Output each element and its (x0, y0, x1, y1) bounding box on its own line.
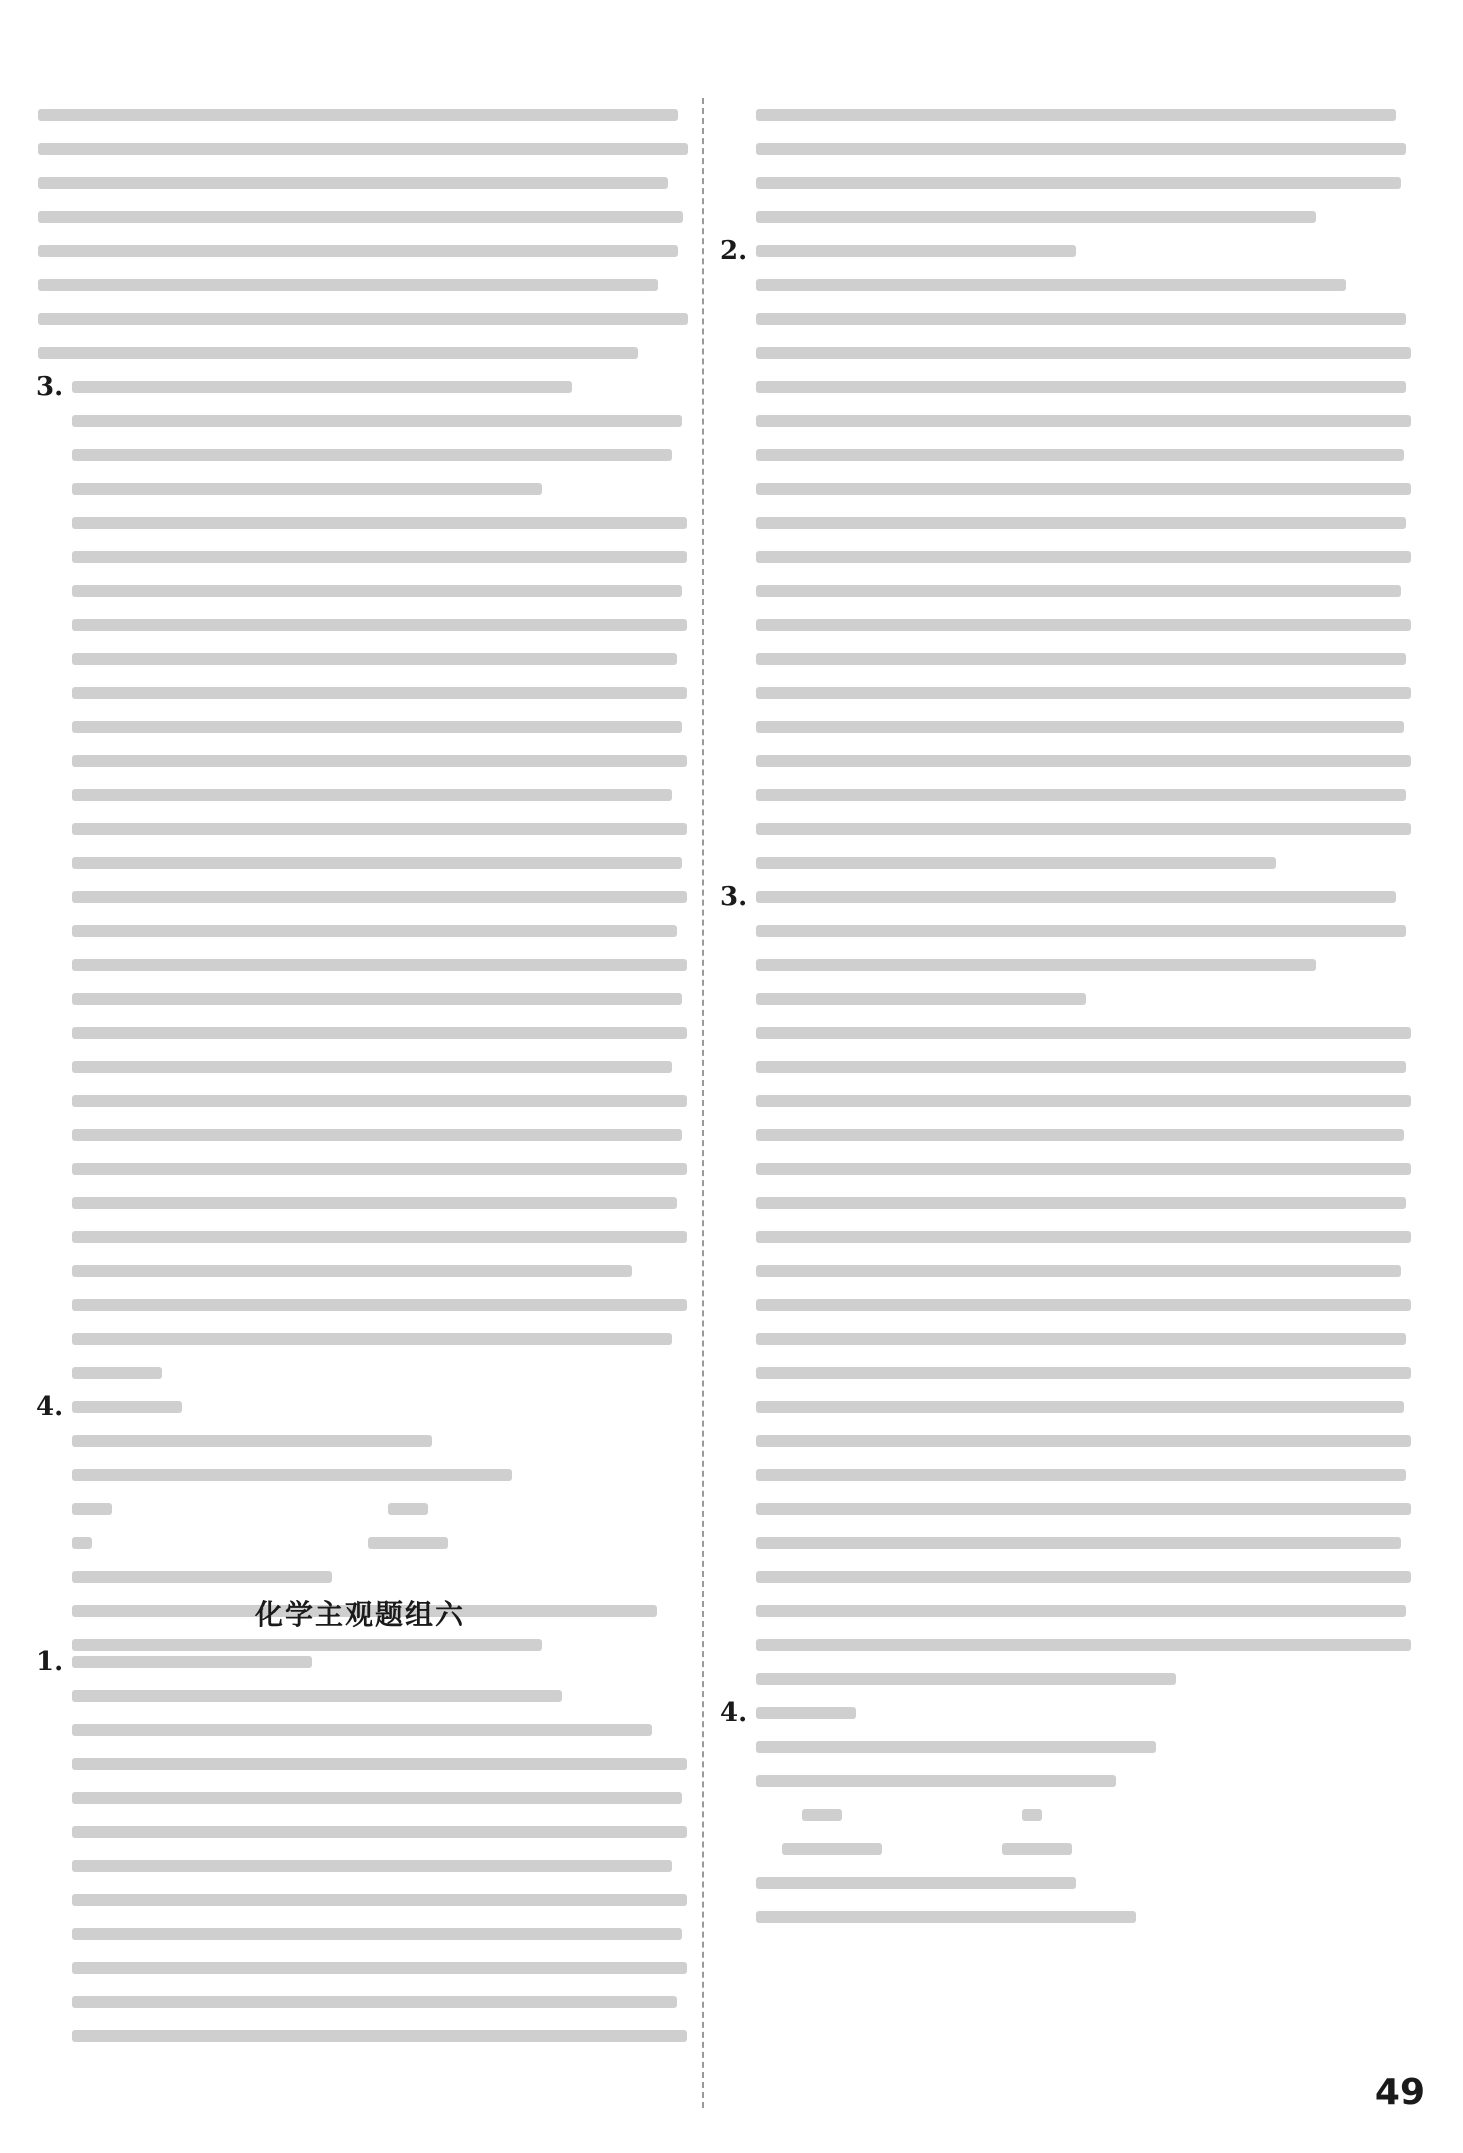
text-line (38, 336, 698, 370)
text-line (722, 336, 1428, 370)
text-line (38, 268, 698, 302)
item-number: 2. (720, 236, 748, 266)
text-line (722, 982, 1428, 1016)
text-line (38, 540, 698, 574)
text-line (722, 1288, 1428, 1322)
text-line (38, 1050, 698, 1084)
text-line (722, 1492, 1428, 1526)
text-line (722, 1696, 1428, 1730)
text-line (722, 1118, 1428, 1152)
text-line (722, 812, 1428, 846)
text-line (38, 166, 698, 200)
text-line (38, 1220, 698, 1254)
text-line (38, 132, 698, 166)
text-line (38, 778, 698, 812)
section-heading: 化学主观题组六 (255, 1598, 466, 1631)
left-column-lower (38, 1645, 698, 2053)
text-line (38, 1679, 698, 1713)
text-line (38, 1254, 698, 1288)
text-line (722, 506, 1428, 540)
text-line (722, 846, 1428, 880)
text-line (722, 438, 1428, 472)
page-number: 49 (1374, 2072, 1425, 2113)
text-line (38, 1390, 698, 1424)
item-number: 3. (720, 882, 748, 912)
text-line (722, 1322, 1428, 1356)
text-line (38, 2019, 698, 2053)
text-line (722, 778, 1428, 812)
text-line (38, 1424, 698, 1458)
text-line (722, 1832, 1428, 1866)
text-line (38, 1152, 698, 1186)
text-line (722, 234, 1428, 268)
item-number: 1. (36, 1647, 64, 1677)
text-line (722, 1764, 1428, 1798)
text-line (38, 1322, 698, 1356)
text-line (38, 1458, 698, 1492)
text-line (722, 302, 1428, 336)
text-line (38, 880, 698, 914)
text-line (38, 914, 698, 948)
text-line (722, 1866, 1428, 1900)
text-line (38, 812, 698, 846)
text-line (722, 268, 1428, 302)
text-line (38, 1356, 698, 1390)
text-line (722, 1016, 1428, 1050)
text-line (722, 1356, 1428, 1390)
text-line (38, 1560, 698, 1594)
text-line (722, 948, 1428, 982)
text-line (38, 1084, 698, 1118)
text-line (38, 710, 698, 744)
text-line (722, 1220, 1428, 1254)
text-line (722, 1050, 1428, 1084)
text-line (722, 166, 1428, 200)
text-line (722, 744, 1428, 778)
text-line (38, 948, 698, 982)
text-line (38, 234, 698, 268)
text-line (38, 370, 698, 404)
text-line (38, 1118, 698, 1152)
text-line (722, 880, 1428, 914)
text-line (38, 744, 698, 778)
text-line (722, 1526, 1428, 1560)
text-line (722, 1798, 1428, 1832)
text-line (38, 1288, 698, 1322)
text-line (722, 710, 1428, 744)
text-line (38, 608, 698, 642)
text-line (38, 472, 698, 506)
text-line (38, 676, 698, 710)
text-line (38, 642, 698, 676)
text-line (38, 438, 698, 472)
text-line (38, 846, 698, 880)
text-line (38, 1186, 698, 1220)
text-line (38, 1713, 698, 1747)
text-line (722, 1458, 1428, 1492)
text-line (722, 608, 1428, 642)
text-line (722, 1152, 1428, 1186)
text-line (38, 1849, 698, 1883)
text-line (38, 1815, 698, 1849)
text-line (722, 1084, 1428, 1118)
text-line (722, 132, 1428, 166)
text-line (38, 982, 698, 1016)
text-line (722, 1594, 1428, 1628)
text-line (38, 1645, 698, 1679)
text-line (722, 1390, 1428, 1424)
item-number: 3. (36, 372, 64, 402)
text-line (38, 404, 698, 438)
text-line (38, 200, 698, 234)
text-line (722, 676, 1428, 710)
text-line (38, 574, 698, 608)
text-line (722, 472, 1428, 506)
text-line (722, 914, 1428, 948)
text-line (38, 98, 698, 132)
text-line (722, 98, 1428, 132)
text-line (38, 1883, 698, 1917)
text-line (722, 1900, 1428, 1934)
text-line (722, 540, 1428, 574)
text-line (722, 1560, 1428, 1594)
column-divider (702, 98, 704, 2108)
item-number: 4. (36, 1392, 64, 1422)
text-line (38, 1951, 698, 1985)
text-line (38, 1917, 698, 1951)
text-line (722, 404, 1428, 438)
text-line (722, 642, 1428, 676)
text-line (38, 1781, 698, 1815)
text-line (722, 1730, 1428, 1764)
text-line (722, 1186, 1428, 1220)
text-line (722, 1424, 1428, 1458)
item-number: 4. (720, 1698, 748, 1728)
left-column (38, 98, 698, 1662)
text-line (38, 1747, 698, 1781)
text-line (722, 1628, 1428, 1662)
text-line (722, 200, 1428, 234)
text-line (722, 1254, 1428, 1288)
right-column (722, 98, 1428, 1934)
text-line (38, 1526, 698, 1560)
text-line (722, 370, 1428, 404)
text-line (722, 1662, 1428, 1696)
text-line (38, 302, 698, 336)
text-line (38, 1985, 698, 2019)
text-line (38, 506, 698, 540)
text-line (38, 1016, 698, 1050)
text-line (38, 1492, 698, 1526)
text-line (722, 574, 1428, 608)
